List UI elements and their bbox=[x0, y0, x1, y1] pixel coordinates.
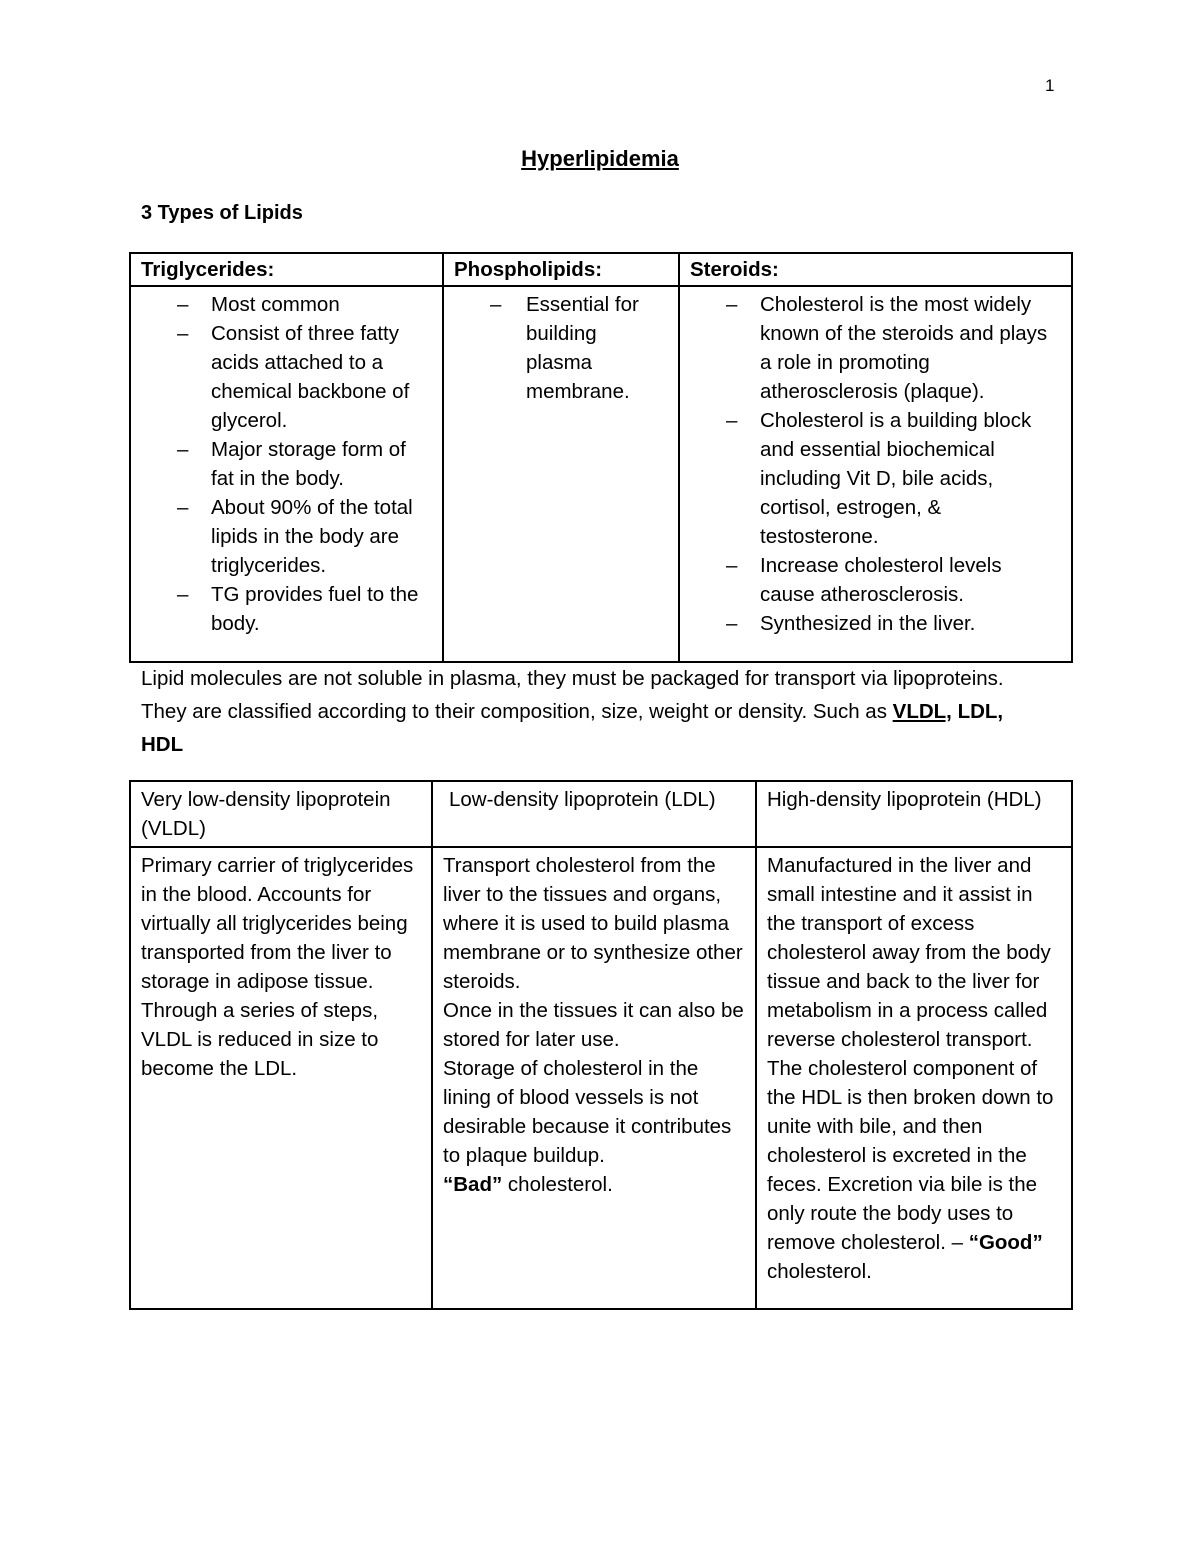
list-item: – Major storage form of fat in the body. bbox=[141, 435, 432, 493]
triglycerides-list bbox=[141, 290, 432, 638]
table-header-row bbox=[130, 781, 1072, 847]
ldl-paragraph-2: Once in the tissues it can also be stored for later use. bbox=[443, 999, 744, 1051]
bad-suffix: cholesterol. bbox=[502, 1173, 613, 1196]
list-item: – Essential for building plasma membrane. bbox=[454, 290, 668, 406]
good-suffix: cholesterol. bbox=[767, 1260, 872, 1283]
triglycerides-cell bbox=[130, 286, 443, 662]
vldl-description: Primary carrier of triglycerides in the blood. Accounts for virtually all triglycerides being transported from the liver to storage in adipose tissue. Through a series of steps, VLDL is reduced in size to become the LDL. bbox=[130, 847, 432, 1309]
table-header-row bbox=[130, 253, 1072, 286]
list-item: – Increase cholesterol levels cause atherosclerosis. bbox=[690, 551, 1061, 609]
list-item: – About 90% of the total lipids in the body are triglycerides. bbox=[141, 493, 432, 580]
steroids-cell bbox=[679, 286, 1072, 662]
hdl-text: Manufactured in the liver and small intestine and it assist in the transport of excess cholesterol away from the body tissue and back to the liver for metabolism in a process called reverse cholesterol transport. The cholesterol component of the HDL is then broken down to unite with bile, and then cholesterol is excreted in the feces. Excretion via bile is the only route the body uses to remove cholesterol. – bbox=[767, 854, 1054, 1254]
header-hdl: High-density lipoprotein (HDL) bbox=[756, 781, 1072, 847]
table-row bbox=[130, 847, 1072, 1309]
transport-line-2-text: They are classified according to their composition, size, weight or density. Such as bbox=[141, 700, 893, 723]
ldl-paragraph-1: Transport cholesterol from the liver to the tissues and organs, where it is used to build plasma membrane or to synthesize other steroids. bbox=[443, 854, 743, 993]
transport-line-2 bbox=[141, 695, 1081, 728]
page-number: 1 bbox=[1045, 76, 1055, 95]
ldl-bad-line bbox=[443, 1170, 745, 1199]
lipid-types-table bbox=[129, 252, 1073, 663]
header-ldl: Low-density lipoprotein (LDL) bbox=[432, 781, 756, 847]
phospholipids-list bbox=[454, 290, 668, 406]
bad-label: “Bad” bbox=[443, 1173, 503, 1196]
list-item: – Consist of three fatty acids attached to a chemical backbone of glycerol. bbox=[141, 319, 432, 435]
list-item: – TG provides fuel to the body. bbox=[141, 580, 432, 638]
ldl-paragraph-3: Storage of cholesterol in the lining of blood vessels is not desirable because it contributes to plaque buildup. bbox=[443, 1057, 732, 1167]
header-phospholipids: Phospholipids: bbox=[443, 253, 679, 286]
header-vldl: Very low-density lipoprotein (VLDL) bbox=[130, 781, 432, 847]
ldl-description bbox=[432, 847, 756, 1309]
header-triglycerides: Triglycerides: bbox=[130, 253, 443, 286]
good-label: “Good” bbox=[968, 1231, 1043, 1254]
list-item: – Synthesized in the liver. bbox=[690, 609, 1061, 638]
transport-paragraph bbox=[141, 662, 1081, 761]
steroids-list bbox=[690, 290, 1061, 638]
phospholipids-cell bbox=[443, 286, 679, 662]
hdl-description bbox=[756, 847, 1072, 1309]
transport-line-1: Lipid molecules are not soluble in plasma, they must be packaged for transport via lipoproteins. bbox=[141, 667, 1004, 690]
page-title: Hyperlipidemia bbox=[521, 146, 679, 171]
list-item: – Cholesterol is the most widely known of the steroids and plays a role in promoting atherosclerosis (plaque). bbox=[690, 290, 1061, 406]
list-item: – Most common bbox=[141, 290, 432, 319]
ldl-term: LDL, bbox=[951, 700, 1004, 723]
list-item: – Cholesterol is a building block and essential biochemical including Vit D, bile acids, cortisol, estrogen, & testosterone. bbox=[690, 406, 1061, 551]
vldl-term: VLDL, bbox=[892, 700, 952, 723]
section-heading: 3 Types of Lipids bbox=[141, 202, 303, 224]
hdl-term: HDL bbox=[141, 733, 184, 756]
table-row bbox=[130, 286, 1072, 662]
lipoprotein-table bbox=[129, 780, 1073, 1310]
header-steroids: Steroids: bbox=[679, 253, 1072, 286]
